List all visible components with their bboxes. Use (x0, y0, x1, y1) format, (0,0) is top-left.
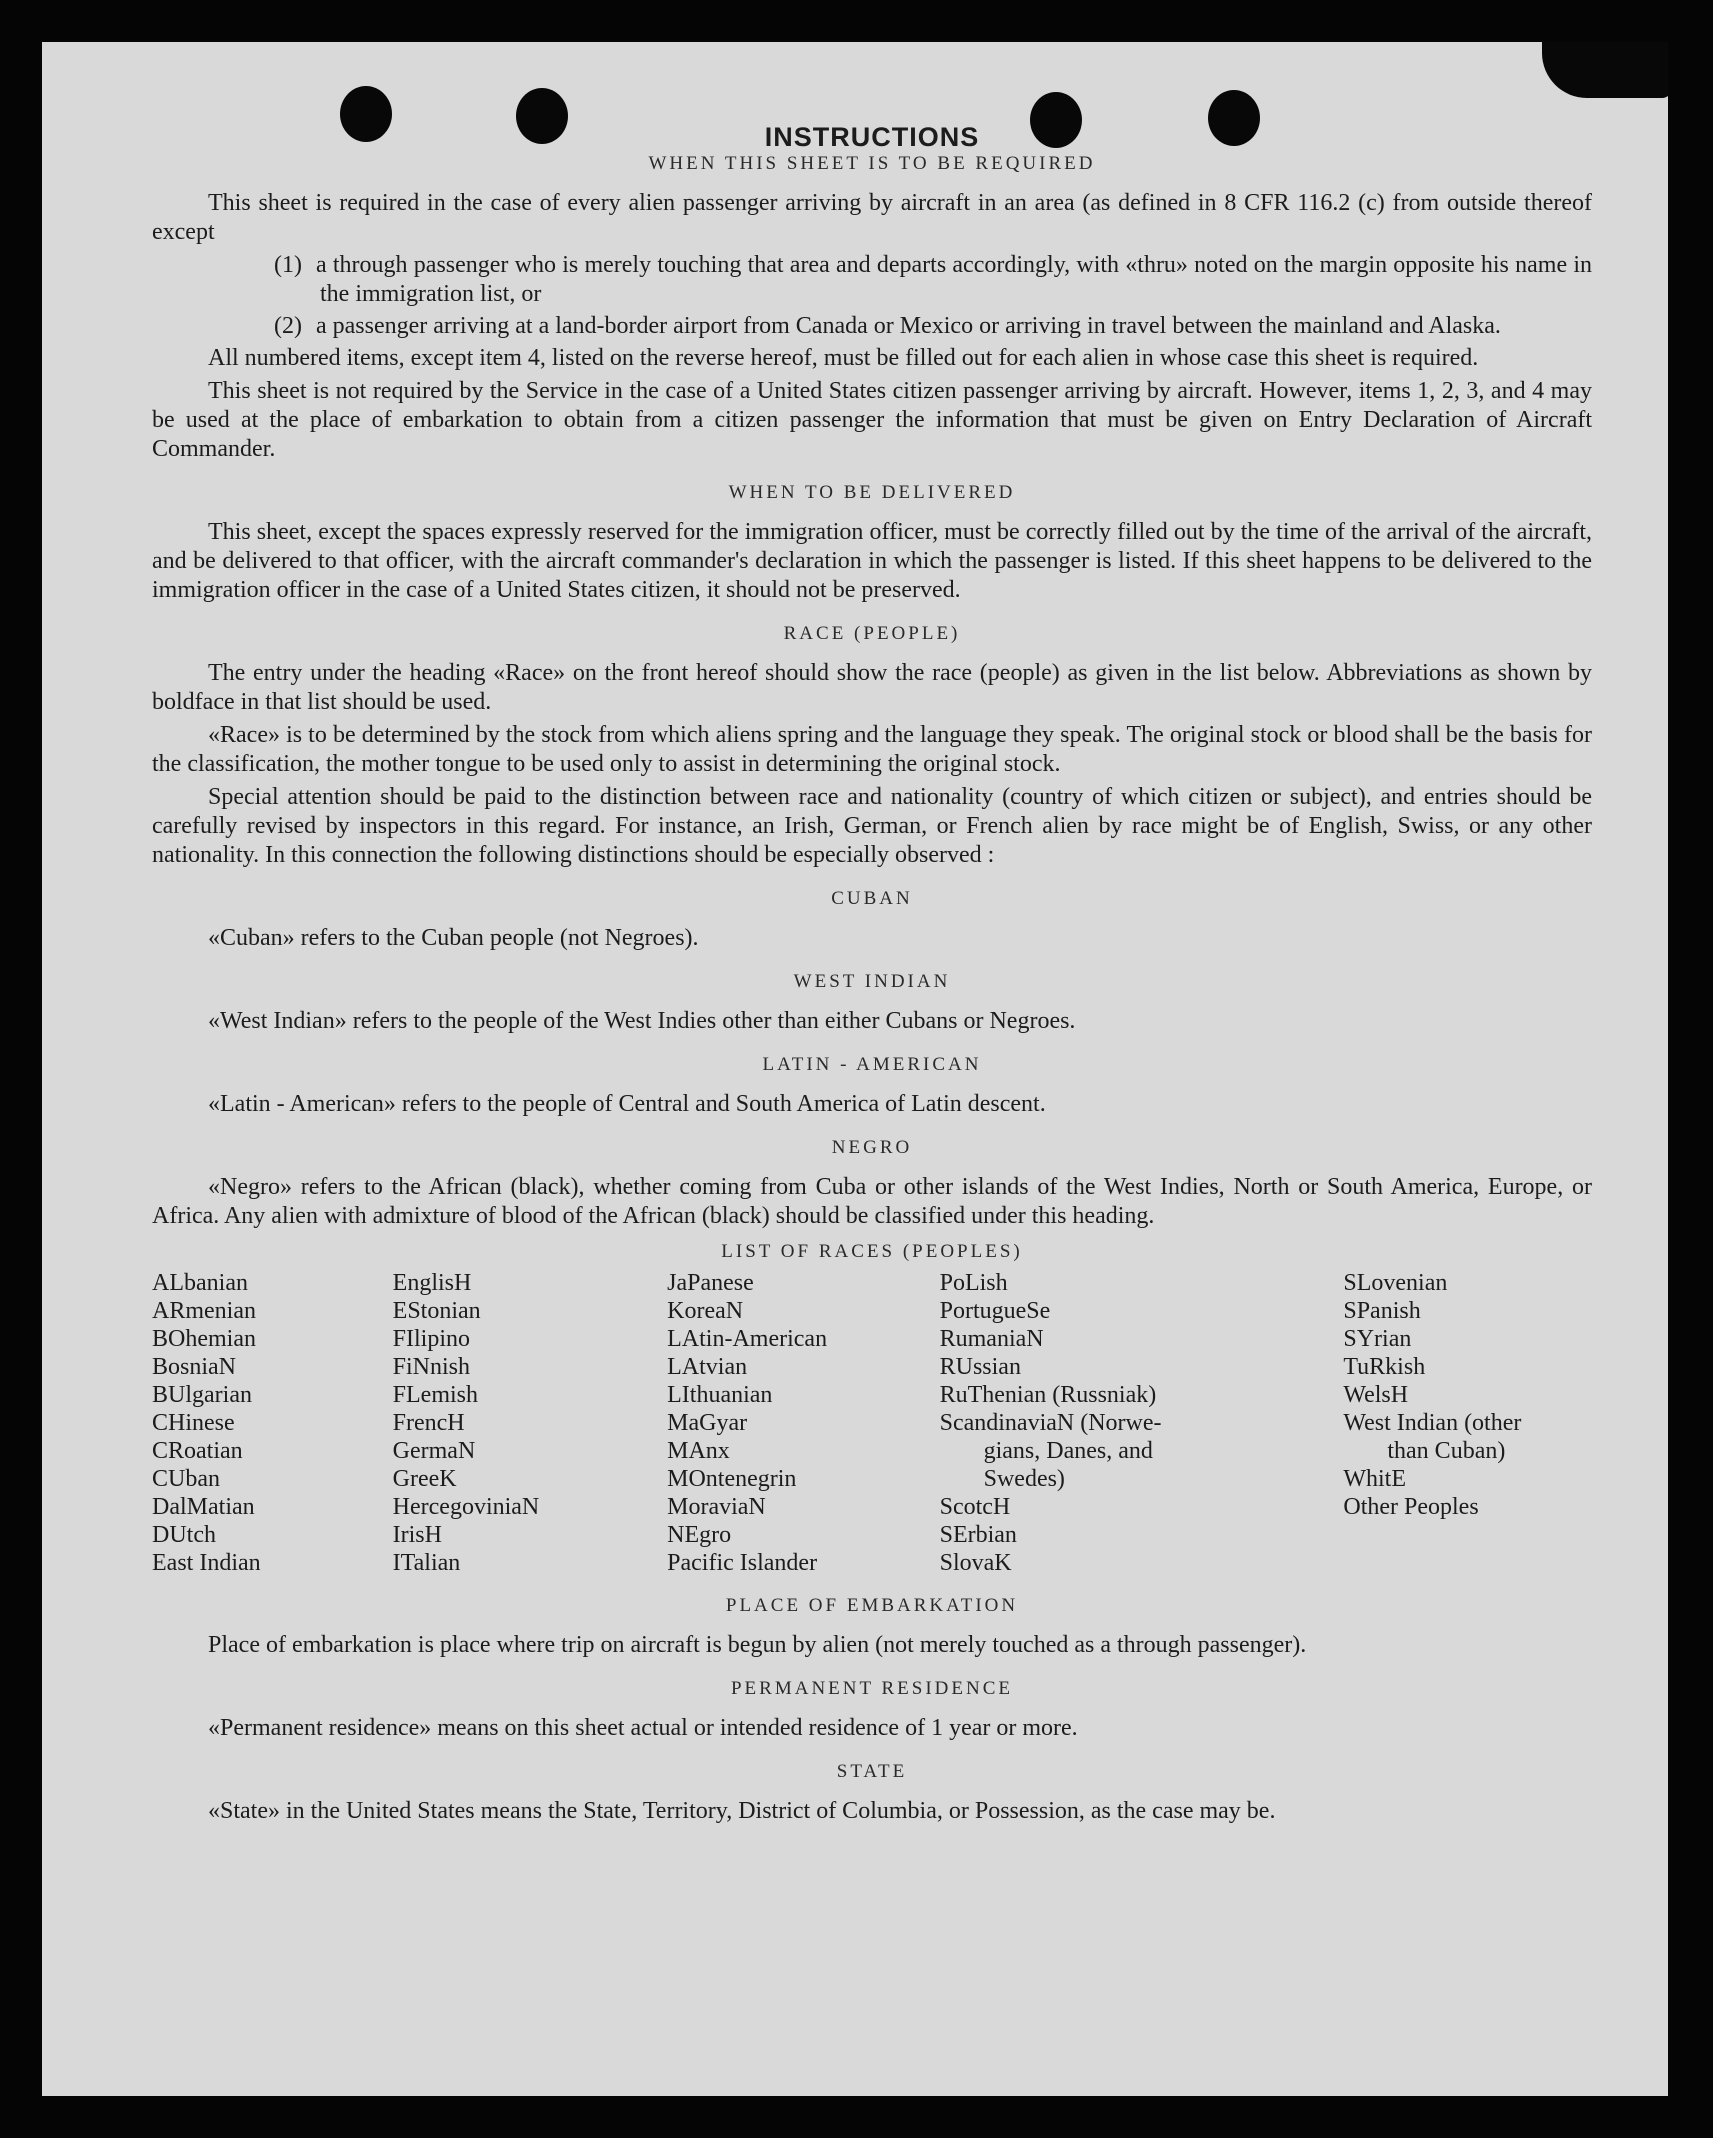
race-entry: gians, Danes, and (983, 1438, 1153, 1464)
race-entry: FIlipino (392, 1326, 470, 1352)
item-text: a passenger arriving at a land-border airport from Canada or Mexico or arriving in travel between the mainland and Alaska. (316, 313, 1501, 339)
heading-latin-american: LATIN - AMERICAN (762, 1054, 982, 1075)
heading-state: STATE (836, 1761, 908, 1782)
paragraph: This sheet is not required by the Service in the case of a United States citizen passenger arriving by aircraft. However, items 1, 2, 3, and 4 may be used at the place of embarkation to obtain from a citizen passenger the information that must be given on Entry Declaration of Aircraft Commander. (152, 378, 1592, 462)
instructions-content (152, 82, 1592, 1830)
race-entry: SErbian (939, 1522, 1017, 1548)
race-entry: MoraviaN (667, 1494, 766, 1520)
race-entry: RuThenian (Russniak) (939, 1382, 1157, 1408)
list-item (274, 251, 1592, 309)
race-entry: West Indian (other (1343, 1410, 1522, 1436)
race-entry: Swedes) (983, 1466, 1065, 1492)
race-entry: JaPanese (667, 1270, 754, 1296)
race-entry: LAtvian (667, 1354, 748, 1380)
race-entry: WelsH (1343, 1382, 1409, 1408)
race-entry: IrisH (392, 1522, 442, 1548)
race-entry: CRoatian (152, 1438, 243, 1464)
race-entry: LIthuanian (667, 1382, 773, 1408)
race-entry: ITalian (392, 1550, 461, 1576)
item-number: (2) (274, 313, 302, 339)
heading-cuban: CUBAN (831, 888, 913, 909)
race-entry: ARmenian (152, 1298, 256, 1324)
heading-permanent-residence: PERMANENT RESIDENCE (730, 1678, 1014, 1699)
race-entry: DalMatian (152, 1494, 255, 1520)
paragraph: «Negro» refers to the African (black), whether coming from Cuba or other islands of the West Indies, North or South America, Europe, or Africa. Any alien with admixture of blood of the African (black) should be classified under this heading. (152, 1174, 1592, 1229)
race-entry: GreeK (392, 1466, 457, 1492)
paragraph: «Permanent residence» means on this sheet actual or intended residence of 1 year or more. (208, 1715, 1078, 1741)
heading-negro: NEGRO (831, 1137, 913, 1158)
list-item (274, 312, 1592, 341)
race-entry: NEgro (667, 1522, 732, 1548)
race-entry: HercegoviniaN (392, 1494, 540, 1520)
race-entry: EnglisH (392, 1270, 472, 1296)
heading-list-of-races: LIST OF RACES (PEOPLES) (721, 1241, 1023, 1262)
paragraph: «West Indian» refers to the people of the West Indies other than either Cubans or Negroes. (208, 1008, 1076, 1034)
paragraph: This sheet, except the spaces expressly reserved for the immigration officer, must be correctly filled out by the time of the arrival of the aircraft, and be delivered to that officer, with the aircraft commander's declaration in which the passenger is listed. If this sheet happens to be delivered to the immigration officer in the case of a United States citizen, it should not be preserved. (152, 519, 1592, 603)
race-column (152, 1269, 393, 1577)
paragraph: «Cuban» refers to the Cuban people (not Negroes). (208, 925, 699, 951)
race-entry: TuRkish (1343, 1354, 1426, 1380)
race-entry: CUban (152, 1466, 220, 1492)
race-entry: FrencH (392, 1410, 465, 1436)
heading-race: RACE (PEOPLE) (783, 623, 961, 644)
paragraph: Special attention should be paid to the distinction between race and nationality (country of which citizen or subject), and entries should be carefully revised by inspectors in this regard. For instance, an Irish, German, or French alien by race might be of English, Swiss, or any other nationality. In this connection the following distinctions should be especially observed : (152, 784, 1592, 868)
race-entry: CHinese (152, 1410, 235, 1436)
race-entry: MAnx (667, 1438, 730, 1464)
item-text: a through passenger who is merely touching that area and departs accordingly, with «thru» noted on the margin opposite his name in the immigration list, or (316, 252, 1592, 307)
race-entry: ScandinaviaN (Norwe- (939, 1410, 1162, 1436)
race-entry: BUlgarian (152, 1382, 252, 1408)
race-list (152, 1269, 1592, 1577)
race-column (393, 1269, 667, 1577)
race-entry: RumaniaN (939, 1326, 1044, 1352)
race-entry: KoreaN (667, 1298, 744, 1324)
race-entry: Pacific Islander (667, 1550, 818, 1576)
race-entry: GermaN (392, 1438, 476, 1464)
paragraph: «Race» is to be determined by the stock from which aliens spring and the language they speak. The original stock or blood shall be the basis for the classification, the mother tongue to be used only to assist in determining the original stock. (152, 722, 1592, 777)
race-entry: FLemish (392, 1382, 478, 1408)
race-entry: ALbanian (152, 1270, 248, 1296)
race-column (940, 1269, 1344, 1577)
paragraph: Place of embarkation is place where trip on aircraft is begun by alien (not merely touched as a through passenger). (208, 1632, 1307, 1658)
race-entry: DUtch (152, 1522, 216, 1548)
paragraph: This sheet is required in the case of every alien passenger arriving by aircraft in an area (as defined in 8 CFR 116.2 (c) from outside thereof except (152, 190, 1592, 245)
paragraph: The entry under the heading «Race» on the front hereof should show the race (people) as given in the list below. Abbreviations as shown by boldface in that list should be used. (152, 660, 1592, 715)
race-entry: EStonian (392, 1298, 481, 1324)
race-entry: East Indian (152, 1550, 261, 1576)
heading-west-indian: WEST INDIAN (793, 971, 951, 992)
heading-when-required: WHEN THIS SHEET IS TO BE REQUIRED (648, 153, 1096, 174)
heading-when-delivered: WHEN TO BE DELIVERED (728, 482, 1016, 503)
race-entry: MOntenegrin (667, 1466, 797, 1492)
item-number: (1) (274, 252, 302, 278)
race-entry: MaGyar (667, 1410, 748, 1436)
race-entry: ScotcH (939, 1494, 1011, 1520)
race-entry: FiNnish (392, 1354, 471, 1380)
document-sheet (42, 42, 1668, 2096)
race-entry: than Cuban) (1387, 1438, 1506, 1464)
race-column (667, 1269, 939, 1577)
race-entry: PoLish (939, 1270, 1008, 1296)
paragraph: «State» in the United States means the State, Territory, District of Columbia, or Possession, as the case may be. (208, 1798, 1276, 1824)
race-entry: BosniaN (152, 1354, 236, 1380)
race-entry: SlovaK (939, 1550, 1012, 1576)
race-entry: LAtin-American (667, 1326, 828, 1352)
heading-embarkation: PLACE OF EMBARKATION (725, 1595, 1019, 1616)
paragraph: All numbered items, except item 4, listed on the reverse hereof, must be filled out for each alien in whose case this sheet is required. (208, 345, 1479, 371)
race-entry: Other Peoples (1343, 1494, 1479, 1520)
page-title: INSTRUCTIONS (764, 122, 980, 152)
paragraph: «Latin - American» refers to the people of Central and South America of Latin descent. (208, 1091, 1046, 1117)
race-entry: PortugueSe (939, 1298, 1051, 1324)
race-entry: SPanish (1343, 1298, 1421, 1324)
race-entry: SLovenian (1343, 1270, 1448, 1296)
race-entry: RUssian (939, 1354, 1021, 1380)
race-entry: SYrian (1343, 1326, 1412, 1352)
race-column (1343, 1269, 1592, 1577)
race-entry: WhitE (1343, 1466, 1407, 1492)
race-entry: BOhemian (152, 1326, 256, 1352)
